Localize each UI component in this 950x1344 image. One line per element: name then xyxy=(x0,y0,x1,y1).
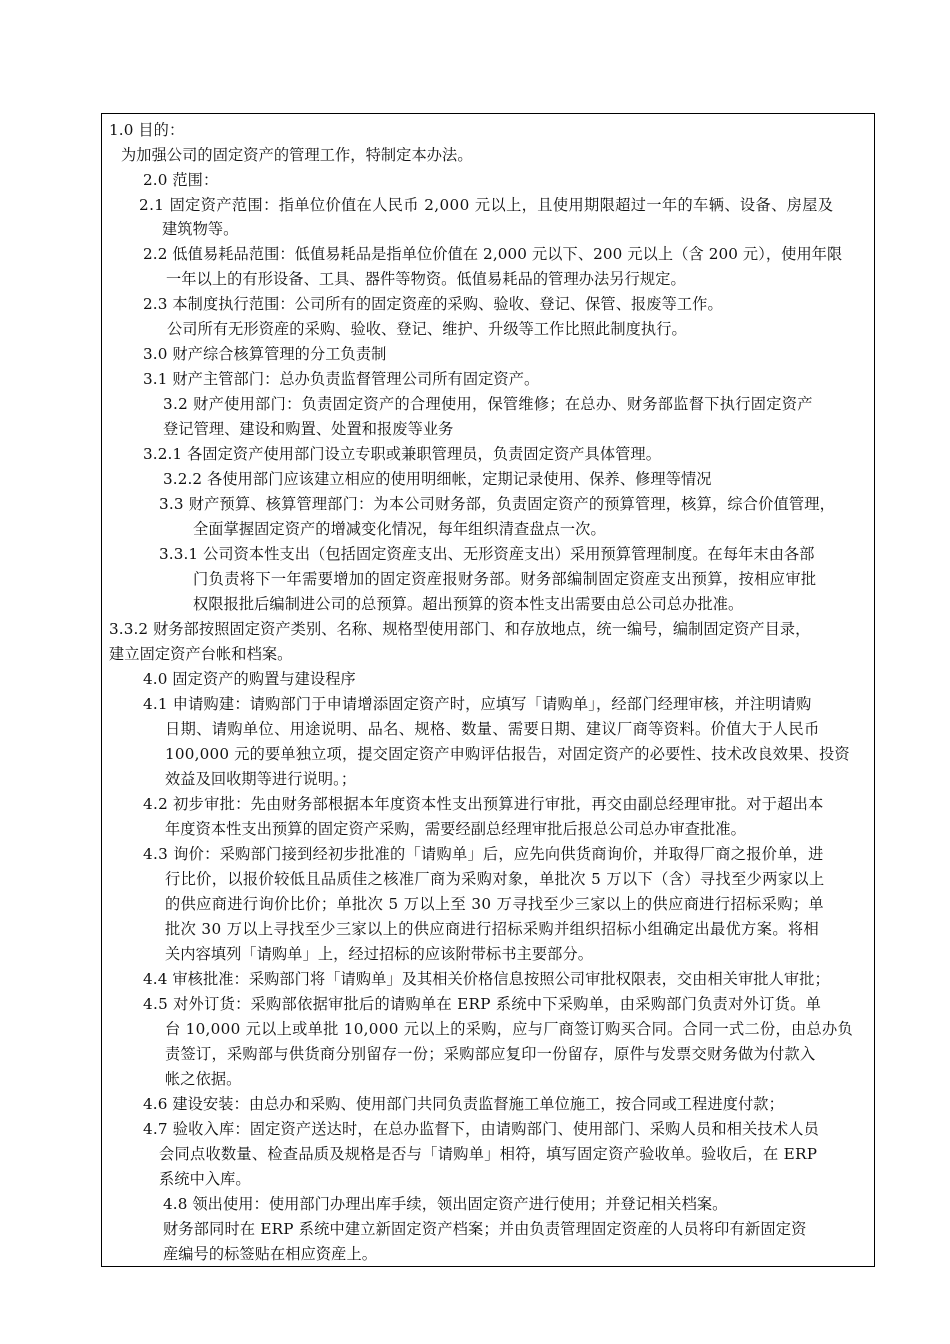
text-line: 财务部同时在 ERP 系统中建立新固定资产档案；并由负责管理固定资産的人员将印有新固定资 xyxy=(163,1220,807,1238)
text-line: 年度资本性支出预算的固定资产采购，需要经副总经理审批后报总公司总办审查批准。 xyxy=(165,820,746,838)
text-line: 3.0 财产综合核算管理的分工负责制 xyxy=(143,345,387,363)
text-line: 全面掌握固定资产的增减变化情况，每年组织清查盘点一次。 xyxy=(193,520,606,538)
text-line: 3.3.2 财务部按照固定资产类别、名称、规格型使用部门、和存放地点，统一编号，编制固定资产目录， xyxy=(109,620,811,638)
text-line: 建筑物等。 xyxy=(162,220,239,238)
text-line: 3.2 财产使用部门：负责固定资产的合理使用，保管维修；在总办、财务部监督下执行固定资产 xyxy=(163,395,813,413)
text-line: 4.0 固定资产的购置与建设程序 xyxy=(143,670,356,688)
text-line: 4.7 验收入库：固定资产送达时，在总办监督下，由请购部门、使用部门、采购人员和相关技术人员 xyxy=(143,1120,820,1138)
text-line: 3.1 财产主管部门：总办负责监督管理公司所有固定资产。 xyxy=(143,370,540,388)
text-line: 日期、请购单位、用途说明、品名、规格、数量、需要日期、建议厂商等资料。价值大于人民币 xyxy=(165,720,820,738)
text-line: 3.2.1 各固定资产使用部门设立专职或兼职管理员，负责固定资产具体管理。 xyxy=(143,445,661,463)
text-line: 建立固定资产台帐和档案。 xyxy=(109,645,293,663)
text-line: 批次 30 万以上寻找至少三家以上的供应商进行招标采购并组织招标小组确定出最优方案。将相 xyxy=(165,920,820,938)
text-line: 权限报批后编制进公司的总预算。超出预算的资本性支出需要由总公司总办批准。 xyxy=(193,595,744,613)
text-line: 为加强公司的固定资产的管理工作，特制定本办法。 xyxy=(121,146,473,164)
text-line: 産编号的标签贴在相应资産上。 xyxy=(163,1245,378,1263)
text-line: 公司所有无形资産的采购、验收、登记、维护、升级等工作比照此制度执行。 xyxy=(167,320,687,338)
text-line: 一年以上的有形设备、工具、器件等物资。低值易耗品的管理办法另行规定。 xyxy=(166,270,686,288)
text-line: 3.2.2 各使用部门应该建立相应的使用明细帐，定期记录使用、保养、修理等情况 xyxy=(163,470,712,488)
text-line: 4.6 建设安装：由总办和采购、使用部门共同负责监督施工单位施工，按合同或工程进度付款； xyxy=(143,1095,784,1113)
text-line: 效益及回收期等进行说明。； xyxy=(165,770,357,788)
text-line: 1.0 目的： xyxy=(109,121,185,139)
text-line: 4.3 询价：采购部门接到经初步批准的「请购单」后，应先向供货商询价，并取得厂商之报价单，进 xyxy=(143,845,824,863)
text-line: 4.5 对外订货：采购部依据审批后的请购单在 ERP 系统中下采购单，由采购部门负责对外订货。单 xyxy=(143,995,822,1013)
text-line: 登记管理、建设和购置、处置和报废等业务 xyxy=(163,420,454,438)
text-line: 会同点收数量、检查品质及规格是否与「请购单」相符，填写固定资产验收单。验收后，在 ERP xyxy=(159,1145,818,1163)
text-line: 关内容填列「请购单」上，经过招标的应该附带标书主要部分。 xyxy=(165,945,594,963)
text-line: 3.3.1 公司资本性支出（包括固定资産支出、无形资産支出）采用预算管理制度。在每年末由各部 xyxy=(159,545,815,563)
text-line: 帐之依据。 xyxy=(165,1070,242,1088)
text-line: 3.3 财产预算、核算管理部门：为本公司财务部，负责固定资产的预算管理，核算，综合价值管理， xyxy=(159,495,836,513)
text-line: 4.4 审核批准：采购部门将「请购单」及其相关价格信息按照公司审批权限表，交由相关审批人审批； xyxy=(143,970,830,988)
text-line: 4.8 领出使用：使用部门办理出库手续，领出固定资产进行使用；并登记相关档案。 xyxy=(163,1195,728,1213)
text-line: 2.0 范围： xyxy=(143,171,219,189)
text-line: 系统中入库。 xyxy=(159,1170,251,1188)
text-line: 2.3 本制度执行范围：公司所有的固定资産的采购、验收、登记、保管、报废等工作。 xyxy=(143,295,723,313)
text-line: 门负责将下一年需要增加的固定资産报财务部。财务部编制固定资産支出预算，按相应审批 xyxy=(193,570,817,588)
text-line: 2.2 低值易耗品范围：低值易耗品是指单位价值在 2,000 元以下、200 元以上（含 200 元），使用年限 xyxy=(143,245,843,263)
text-line: 台 10,000 元以上或单批 10,000 元以上的采购，应与厂商签订购买合同。合同一式二份，由总办负 xyxy=(165,1020,853,1038)
text-line: 4.1 申请购建：请购部门于申请增添固定资产时，应填写「请购单」，经部门经理审核，并注明请购 xyxy=(143,695,812,713)
text-line: 100,000 元的要单独立项，提交固定资产申购评估报告，对固定资产的必要性、技术改良效果、投资 xyxy=(165,745,850,763)
text-line: 的供应商进行询价比价；单批次 5 万以上至 30 万寻找至少三家以上的供应商进行招标采购；单 xyxy=(165,895,825,913)
text-line: 责签订，采购部与供货商分别留存一份；采购部应复印一份留存，原件与发票交财务做为付款入 xyxy=(165,1045,816,1063)
text-line: 行比价，以报价较低且品质佳之核准厂商为采购对象，单批次 5 万以下（含）寻找至少两家以上 xyxy=(165,870,825,888)
text-line: 4.2 初步审批：先由财务部根据本年度资本性支出预算进行审批，再交由副总经理审批。对于超出本 xyxy=(143,795,824,813)
text-line: 2.1 固定资产范围：指单位价值在人民币 2,000 元以上，且使用期限超过一年的车辆、设备、房屋及 xyxy=(139,196,834,214)
